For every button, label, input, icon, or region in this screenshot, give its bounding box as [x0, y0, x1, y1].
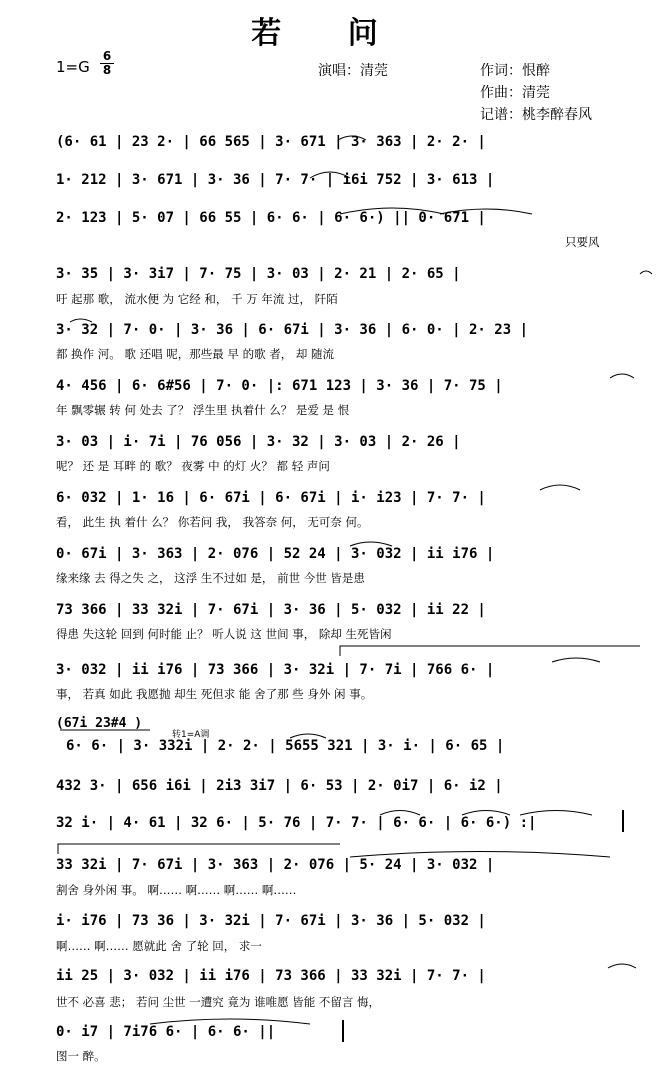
lyric-row: 看， 此生 执 着什 么？ 你若问 我， 我答奈 何， 无可奈 何。 — [56, 515, 369, 529]
slur — [150, 1019, 310, 1024]
key-signature: 1=G — [56, 58, 90, 76]
lyric-row: 只要风 — [565, 235, 600, 249]
score-row: 3· 03 | i· 7i | 76 056 | 3· 32 | 3· 03 | 2· 26 | — [56, 434, 461, 450]
score-row: 3· 032 | ii i76 | 73 366 | 3· 32i | 7· 7i | 766 6· | — [56, 662, 495, 678]
slur — [338, 136, 366, 140]
time-signature-bottom: 8 — [102, 63, 112, 77]
score-row: 33 32i | 7· 67i | 3· 363 | 2· 076 | 5· 24 | 3· 032 | — [56, 857, 495, 873]
lyricist-credit: 作词：恨醉 — [480, 63, 550, 79]
score-row: 4· 456 | 6· 6#56 | 7· 0· |: 671 123 | 3· 36 | 7· 75 | — [56, 378, 503, 394]
score-row: i· i76 | 73 36 | 3· 32i | 7· 67i | 3· 36 | 5· 032 | — [56, 913, 486, 929]
lyric-row: 缘来缘 去 得之失 之， 这浮 生不过如 是， 前世 今世 皆是患 — [56, 571, 365, 585]
score-row: 0· 67i | 3· 363 | 2· 076 | 52 24 | 3· 032 | ii i76 | — [56, 546, 495, 562]
lyric-row: 世不 必喜 悲； 若问 尘世 一遭究 竟为 谁唯愿 皆能 不留言 悔， — [56, 995, 381, 1009]
song-title: 若 问 — [251, 16, 406, 51]
slur — [608, 964, 636, 968]
singer-credit: 演唱：清莞 — [318, 63, 388, 79]
slur — [440, 209, 532, 214]
lyric-row: 图一 醉。 — [56, 1049, 106, 1063]
lyric-row: 事， 若真 如此 我愿抛 却生 死但求 能 舍了那 些 身外 闲 事。 — [56, 687, 373, 701]
composer-credit: 作曲：清莞 — [480, 85, 550, 101]
lyric-row: 年 飘零辗 转 何 处去 了？ 浮生里 执着什 么？ 是爱 是 恨 — [56, 403, 350, 417]
slur — [350, 542, 392, 546]
slur — [520, 811, 592, 816]
slur — [540, 485, 580, 490]
slur — [640, 271, 652, 274]
score-row: 2· 123 | 5· 07 | 66 55 | 6· 6· | 6· 6·) || 0· 671 | — [56, 210, 486, 226]
lyric-row: 得患 失这轮 回到 何时能 止？ 听人说 这 世间 事， 除却 生死皆闲 — [56, 627, 392, 641]
score-row: 6· 6· | 3· 332i | 2· 2· | 5655 321 | 3· i· | 6· 65 | — [66, 738, 505, 754]
score-row: 32 i· | 4· 61 | 32 6· | 5· 76 | 7· 7· | 6· 6· | 6· 6·) :| — [56, 815, 537, 831]
slur — [350, 852, 610, 858]
time-signature-top: 6 — [102, 49, 112, 63]
lyric-row: 啊…… 啊…… 愿就此 舍 了轮 回， 求一 — [56, 939, 262, 953]
slur — [310, 172, 350, 178]
modulation-note: 转1=A调 — [172, 730, 210, 740]
score-row: 432 3· | 656 i6i | 2i3 3i7 | 6· 53 | 2· 0i7 | 6· i2 | — [56, 778, 503, 794]
score-row: 6· 032 | 1· 16 | 6· 67i | 6· 67i | i· i23 | 7· 7· | — [56, 490, 486, 506]
slur — [380, 811, 420, 816]
lyric-row: 割舍 身外闲 事。 啊…… 啊…… 啊…… 啊…… — [56, 883, 297, 897]
score-row: 3· 35 | 3· 3i7 | 7· 75 | 3· 03 | 2· 21 | 2· 65 | — [56, 266, 461, 282]
lyric-row: 呢？ 还 是 耳畔 的 歌？ 夜雾 中 的灯 火？ 都 轻 声问 — [56, 459, 330, 473]
volta-2-bracket — [58, 844, 340, 854]
lyric-row: 都 换作 河。 歌 还唱 呢，那些最 早 的歌 者， 却 随流 — [56, 347, 335, 361]
slur — [462, 811, 510, 816]
slur — [340, 208, 444, 214]
slur — [610, 374, 634, 378]
transcriber-credit: 记谱：桃李醉春风 — [480, 107, 592, 123]
slur — [70, 319, 92, 322]
score-row: 0· i7 | 7i76 6· | 6· 6· || — [56, 1024, 276, 1040]
score-row: ii 25 | 3· 032 | ii i76 | 73 366 | 33 32i | 7· 7· | — [56, 968, 486, 984]
slur — [290, 734, 326, 738]
score-row: 1· 212 | 3· 671 | 3· 36 | 7· 7· | i6i 752 | 3· 613 | — [56, 172, 495, 188]
intro-alternative: (67i 23#4 ) — [56, 716, 143, 731]
score-row: 73 366 | 33 32i | 7· 67i | 3· 36 | 5· 032 | ii 22 | — [56, 602, 486, 618]
lyric-row: 吁 起那 歌， 流水便 为 它经 和， 千 万 年流 过， 阡陌 — [56, 292, 338, 306]
score-row: (6· 61 | 23 2· | 66 565 | 3· 671 | 3· 363 | 2· 2· | — [56, 134, 486, 150]
volta-1-bracket — [340, 646, 640, 656]
slur — [552, 658, 600, 662]
score-row: 3· 32 | 7· 0· | 3· 36 | 6· 67i | 3· 36 | 6· 0· | 2· 23 | — [56, 322, 529, 338]
